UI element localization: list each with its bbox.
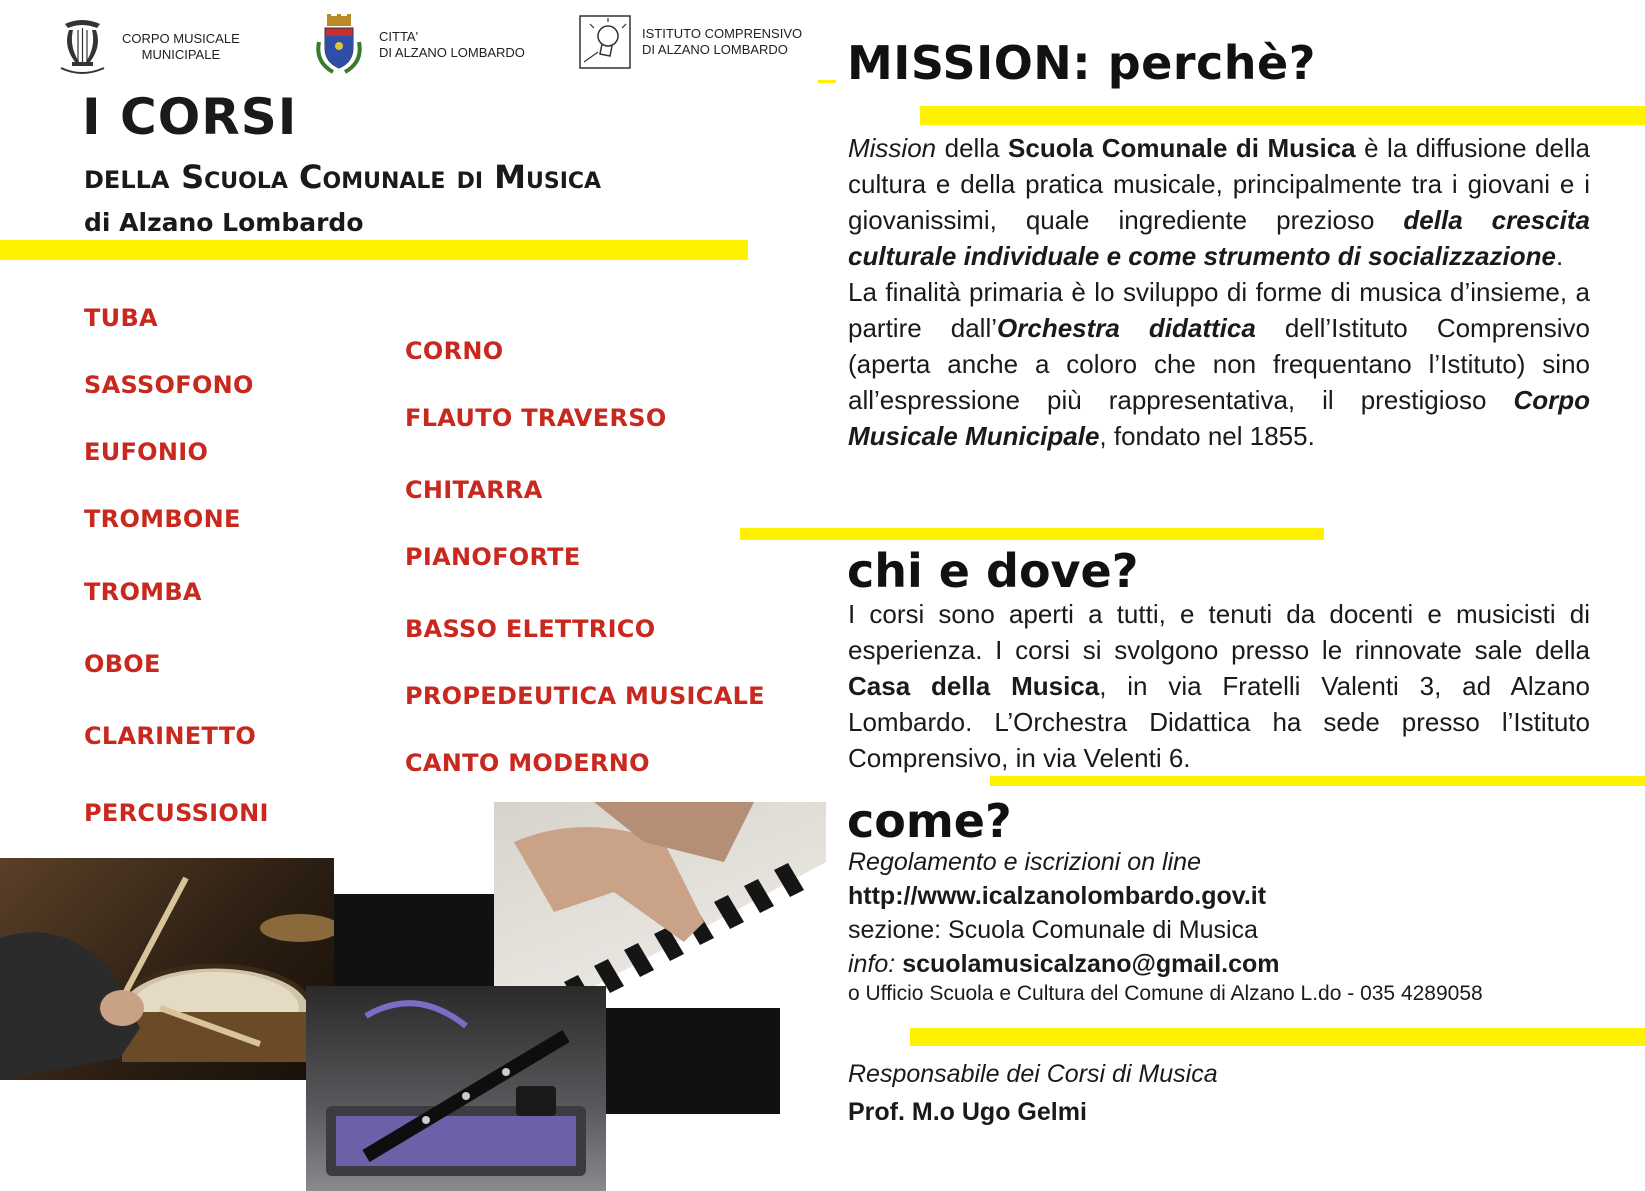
logo-text-line2: DI ALZANO LOMBARDO (642, 42, 788, 57)
mission-word: Mission (848, 133, 937, 163)
logo-text-line1: CITTA' (379, 29, 419, 44)
logo-citta (313, 12, 525, 78)
orchestra-name: Orchestra didattica (997, 313, 1256, 343)
logo-text-line2: MUNICIPALE (141, 47, 221, 62)
logo-istituto (578, 14, 802, 70)
course-item: TROMBONE (84, 505, 241, 533)
title-underline (0, 240, 748, 260)
course-item: TUBA (84, 304, 158, 332)
mission-underline (920, 106, 1645, 125)
chi-heading: chi e dove? (847, 544, 1139, 598)
course-item: OBOE (84, 650, 161, 678)
logo-text-line2: DI ALZANO LOMBARDO (379, 45, 525, 60)
course-item: CHITARRA (405, 476, 543, 504)
clarinet-photo (306, 986, 606, 1191)
lyre-emblem-icon (55, 16, 110, 78)
logo-text-line1: ISTITUTO COMPRENSIVO (642, 26, 803, 41)
subtitle-school (84, 158, 601, 196)
come-underline (910, 1028, 1645, 1046)
reg-line: Regolamento e iscrizioni on line (848, 848, 1201, 876)
chi-underline (990, 776, 1645, 786)
piano-photo (494, 802, 826, 1008)
course-item: SASSOFONO (84, 371, 254, 399)
course-item: CLARINETTO (84, 722, 257, 750)
course-item: BASSO ELETTRICO (405, 615, 656, 643)
responsabile-name: Prof. M.o Ugo Gelmi (848, 1098, 1087, 1126)
course-item: PERCUSSIONI (84, 799, 269, 827)
logo-corpo-musicale (55, 16, 240, 78)
coat-of-arms-icon (313, 12, 365, 78)
mission-heading: MISSION: perchè? (847, 36, 1316, 90)
email-link[interactable]: scuolamusicalzano@gmail.com (902, 950, 1280, 978)
mission-emphasis: della crescita culturale individuale e come strumento di socializzazione (848, 205, 1590, 271)
course-item: EUFONIO (84, 438, 209, 466)
mission-dash-left (818, 80, 836, 83)
course-item: TROMBA (84, 578, 202, 606)
course-item: FLAUTO TRAVERSO (405, 404, 667, 432)
subtitle-main: Scuola Comunale di Musica (181, 158, 602, 196)
drums-photo (0, 858, 334, 1080)
subtitle-place: di Alzano Lombardo (84, 208, 364, 237)
website-link[interactable]: http://www.icalzanolombardo.gov.it (848, 882, 1267, 910)
lightbulb-logo-icon (578, 14, 632, 70)
office-line: o Ufficio Scuola e Cultura del Comune di Alzano L.do - 035 4289058 (848, 982, 1483, 1005)
subtitle-prefix: DELLA (84, 166, 170, 194)
info-line (848, 950, 1280, 979)
school-name: Scuola Comunale di Musica (1008, 133, 1356, 163)
mission-paragraph: Mission della Scuola Comunale di Musica è la diffusione della cultura e della pratica musicale, principalmente tra i giovani e i giovanissimi, quale ingrediente prezioso della crescita culturale individuale e come strumento di socializzazione. La finalità primaria è lo sviluppo di forme di musica d’insieme, a partire dall’Orchestra didattica dell’Istituto Comprensivo (aperta anche a coloro che non frequentano l’Istituto) sino all’espressione più rappresentativa, il prestigioso Corpo Musicale Municipale, fondato nel 1855. (848, 133, 1590, 451)
course-item: PIANOFORTE (405, 543, 581, 571)
course-item: PROPEDEUTICA MUSICALE (405, 682, 765, 710)
mission-end-bar (740, 528, 1324, 540)
casa-musica-name: Casa della Musica (848, 671, 1100, 701)
info-label: info: (848, 950, 896, 978)
responsabile-label: Responsabile dei Corsi di Musica (848, 1060, 1218, 1088)
corpo-musicale-name: Corpo Musicale Municipale (848, 385, 1590, 451)
logo-text-line1: CORPO MUSICALE (122, 31, 240, 46)
section-line: sezione: Scuola Comunale di Musica (848, 916, 1258, 944)
course-item: CANTO MODERNO (405, 749, 650, 777)
come-heading: come? (847, 794, 1012, 848)
course-item: CORNO (405, 337, 504, 365)
page-title: I CORSI (82, 88, 298, 146)
chi-paragraph: I corsi sono aperti a tutti, e tenuti da docenti e musicisti di esperienza. I corsi si svolgono presso le rinnovate sale della Casa della Musica, in via Fratelli Valenti 3, ad Alzano Lombardo. L’Orchestra Didattica ha sede presso l’Istituto Comprensivo, in via Velenti 6. (848, 599, 1590, 773)
